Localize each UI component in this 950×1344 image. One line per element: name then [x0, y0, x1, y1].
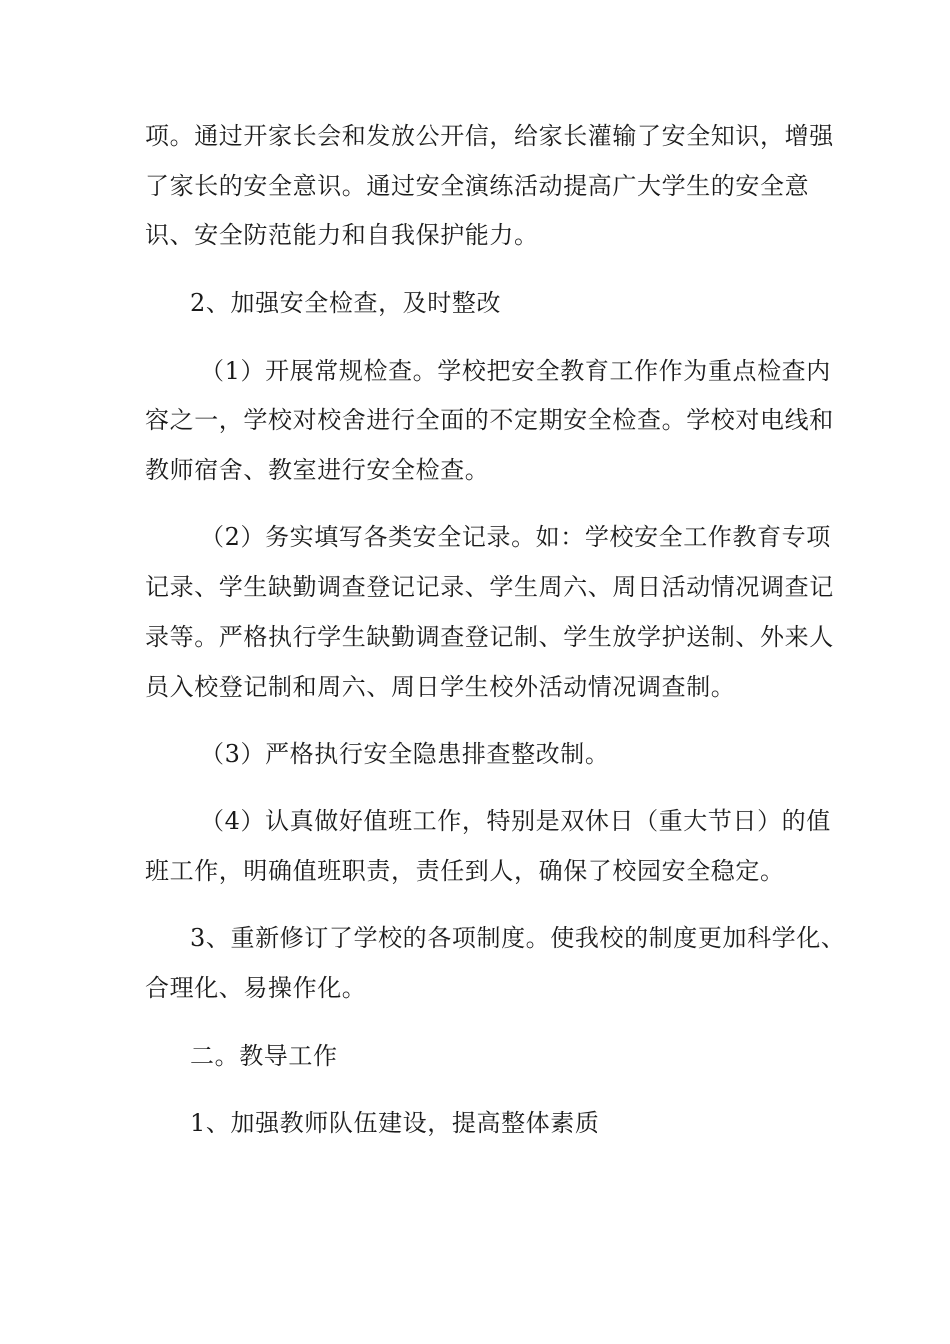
section-heading: 二。教导工作	[190, 1042, 338, 1070]
paragraph-line: 教师宿舍、教室进行安全检查。	[145, 456, 490, 484]
paragraph-line: （1）开展常规检查。学校把安全教育工作作为重点检查内	[200, 357, 831, 385]
paragraph-line: （2）务实填写各类安全记录。如：学校安全工作教育专项	[200, 523, 831, 551]
paragraph-line: 识、安全防范能力和自我保护能力。	[145, 221, 539, 249]
paragraph-line: 记录、学生缺勤调查登记记录、学生周六、周日活动情况调查记	[145, 573, 834, 601]
section-heading: 1、加强教师队伍建设，提高整体素质	[190, 1109, 600, 1137]
paragraph-line: （3）严格执行安全隐患排查整改制。	[200, 740, 610, 768]
paragraph-line: 项。通过开家长会和发放公开信，给家长灌输了安全知识，增强	[145, 122, 834, 150]
paragraph-line: 容之一，学校对校舍进行全面的不定期安全检查。学校对电线和	[145, 406, 834, 434]
paragraph-line: 3、重新修订了学校的各项制度。使我校的制度更加科学化、	[190, 924, 846, 952]
section-heading: 2、加强安全检查，及时整改	[190, 289, 502, 317]
paragraph-line: 员入校登记制和周六、周日学生校外活动情况调查制。	[145, 673, 736, 701]
paragraph-line: 了家长的安全意识。通过安全演练活动提高广大学生的安全意	[145, 172, 810, 200]
paragraph-line: 合理化、易操作化。	[145, 974, 367, 1002]
paragraph-line: 班工作，明确值班职责，责任到人，确保了校园安全稳定。	[145, 857, 785, 885]
paragraph-line: （4）认真做好值班工作，特别是双休日（重大节日）的值	[200, 807, 831, 835]
paragraph-line: 录等。严格执行学生缺勤调查登记制、学生放学护送制、外来人	[145, 623, 834, 651]
